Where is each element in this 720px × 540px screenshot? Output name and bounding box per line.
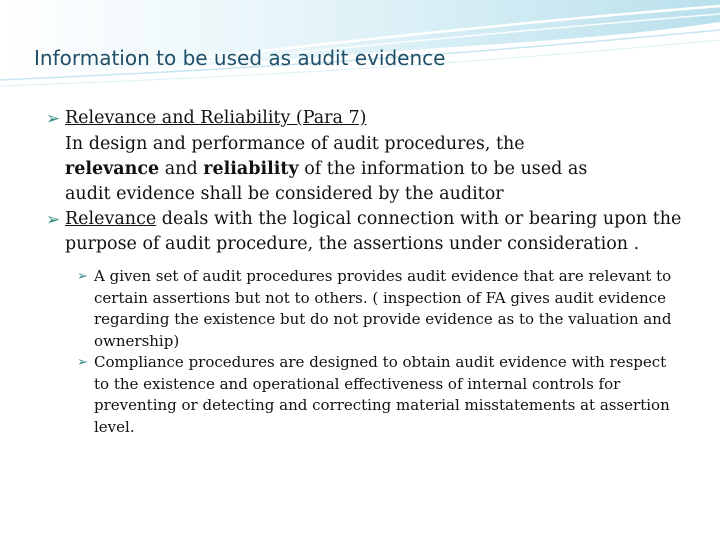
arrow-bullet-icon: ➢ <box>46 109 61 129</box>
sub-bullet-item <box>77 266 686 352</box>
bullet-heading: Relevance <box>65 209 157 229</box>
bullet-relevance-reliability <box>46 106 686 132</box>
bullet-body <box>46 132 686 207</box>
arrow-bullet-icon: ➢ <box>77 269 88 284</box>
sub-bullet-list <box>77 266 686 438</box>
arrow-bullet-icon: ➢ <box>77 355 88 370</box>
body-line <box>65 157 686 182</box>
body-line: audit evidence shall be considered by the auditor <box>65 184 504 204</box>
body-text: of the information to be used as <box>298 159 588 179</box>
arrow-bullet-icon: ➢ <box>46 210 61 230</box>
slide-content <box>46 106 686 438</box>
bullet-heading: Relevance and Reliability (Para 7) <box>65 108 367 128</box>
sub-bullet-item <box>77 352 686 438</box>
bullet-text <box>65 106 686 131</box>
bullet-relevance <box>46 207 686 257</box>
bullet-text <box>65 207 686 257</box>
connector-text: and <box>159 159 204 179</box>
body-line: In design and performance of audit procedures, the <box>65 134 525 154</box>
slide-title: Information to be used as audit evidence <box>34 46 446 70</box>
sub-bullet-text: Compliance procedures are designed to obtain audit evidence with respect to the existence and operational effectiveness of internal controls for preventing or detecting and correcting material misstatements at assertion level. <box>94 353 670 436</box>
emphasis-reliability: reliability <box>203 159 299 179</box>
bullet-body: deals with the logical connection with or bearing upon the purpose of audit procedure, the assertions under consideration . <box>65 209 682 254</box>
emphasis-relevance: relevance <box>65 159 160 179</box>
sub-bullet-text: A given set of audit procedures provides audit evidence that are relevant to certain assertions but not to others. ( inspection of FA gives audit evidence regarding the existence but do not provide evidence as to the valuation and ownership) <box>94 267 672 350</box>
